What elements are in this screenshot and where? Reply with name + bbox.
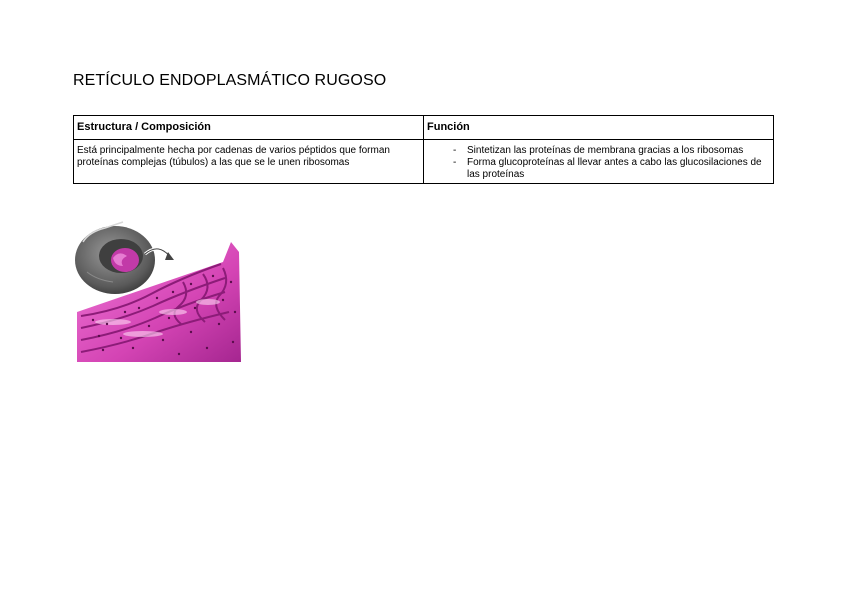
table-header-row [74, 116, 774, 140]
function-list [427, 145, 770, 181]
structure-cell: Está principalmente hecha por cadenas de varios péptidos que forman proteínas complejas (túbulos) a las que se le unen ribosomas [74, 140, 424, 184]
rough-er-illustration-icon [73, 212, 243, 364]
list-item: - Sintetizan las proteínas de membrana gracias a los ribosomas [453, 145, 770, 157]
page-title: RETÍCULO ENDOPLASMÁTICO RUGOSO [73, 72, 387, 89]
er-info-table [73, 115, 774, 184]
function-cell [424, 140, 774, 184]
table-row [74, 140, 774, 184]
list-item: - Forma glucoproteínas al llevar antes a cabo las glucosilaciones de las proteínas [453, 157, 770, 181]
header-structure: Estructura / Composición [74, 116, 424, 140]
header-function: Función [424, 116, 774, 140]
